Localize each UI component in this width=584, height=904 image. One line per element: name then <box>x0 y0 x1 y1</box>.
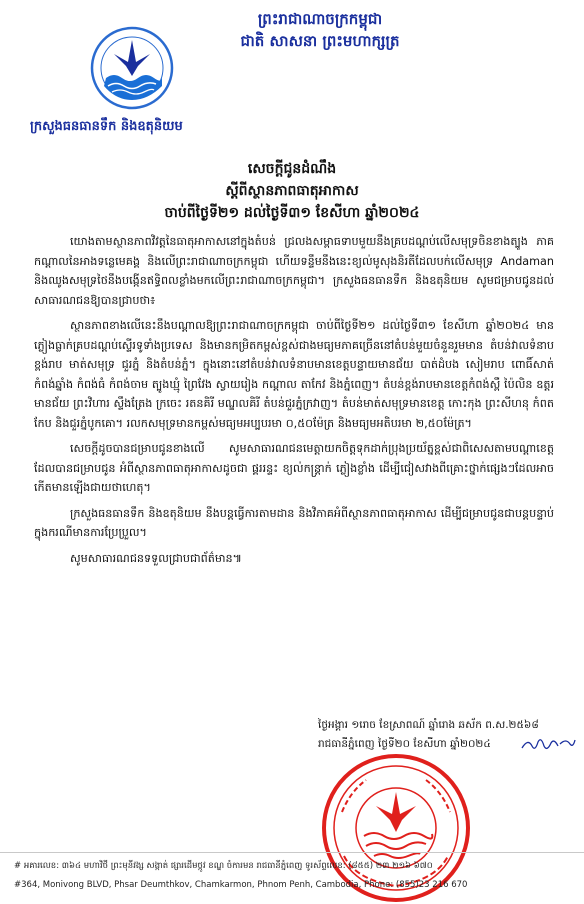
title-line-3: ចាប់ពីថ្ងៃទី២១ ដល់ថ្ងៃទី៣១ ខែសីហា ឆ្នាំ២០២៤ <box>164 205 420 221</box>
ministry-name: ក្រសួងធនធានទឹក និងឧតុនិយម <box>30 119 183 134</box>
handwritten-signature-icon <box>520 734 576 754</box>
paragraph-3: សេចក្តីដូចបានជម្រាបជូនខាងលើ សូមសាធារណជនមេត្តាយកចិត្តទុកដាក់ប្រុងប្រយ័ត្នខ្ពស់ជាពិសេសតាមបណ្តាខេត្តដែលបានជម្រាបជូន អំពីស្ថានភាពធាតុអាកាសដូចជា ផ្គររន្ទះ ខ្យល់កន្ត្រាក់ ភ្លៀងខ្លាំង ដើម្បីជៀសវាងពីគ្រោះថ្នាក់ផ្សេងៗដែលអាចកើតមានឡើងជាយថាហេតុ។ <box>34 442 554 494</box>
paragraph-1: យោងតាមស្ថានភាពវិវត្តនៃធាតុអាកាសនៅក្នុងតំបន់ ជ្រលងសម្ពាធទាបមួយនឹងគ្របដណ្តប់លើសមុទ្រចិនខាងត្បូង ភាគកណ្តាលនៃអាងទន្លេមេគង្គ និងលើព្រះរាជាណាចក្រកម្ពុជា ហើយទន្ទឹមនឹងនេះខ្យល់មូសុងនិរតីដែលបក់លើសមុទ្រ Andaman និងឈូងសមុទ្រថៃនឹងបង្កើនឥទ្ធិពលខ្លាំងមកលើព្រះរាជាណាចក្រកម្ពុជា។ ក្រសួងធនធានទឹក និងឧតុនិយម សូមជម្រាបជូនដល់សាធារណជនឱ្យបានជ្រាបថា៖ <box>34 235 554 307</box>
paragraph-2: ស្ថានភាពខាងលើនេះនឹងបណ្តាលឱ្យព្រះរាជាណាចក្រកម្ពុជា ចាប់ពីថ្ងៃទី២១ ដល់ថ្ងៃទី៣១ ខែសីហា ឆ្នាំ២០២៤ មានភ្លៀងធ្លាក់គ្របដណ្តប់ស្ទើរទូទាំងប្រទេស និងមានកម្រិតកម្ពស់ខ្ពស់ជាងមធ្យមភាគច្រើននៅតំបន់មួយចំនួនរួមមាន តំបន់វាលទំនាប ខ្ពង់រាប មាត់សមុទ្រ ជួរភ្នំ និងតំបន់ភ្នំ។ ក្នុងនោះនៅតំបន់វាលទំនាបមានខេត្តបន្ទាយមានជ័យ បាត់ដំបង សៀមរាប ពោធិ៍សាត់ កំពង់ឆ្នាំង កំពង់ធំ កំពង់ចាម ត្បូងឃ្មុំ ព្រៃវែង ស្វាយរៀង កណ្តាល តាកែវ និងភ្នំពេញ។ តំបន់ខ្ពង់រាបមានខេត្តកំពង់ស្ពឺ ប៉ៃលិន ឧត្តរមានជ័យ ព្រះវិហារ ស្ទឹងត្រែង ក្រចេះ រតនគិរី មណ្ឌលគិរី តំបន់ជួរភ្នំក្រវាញ។ តំបន់មាត់សមុទ្រមានខេត្ត កោះកុង ព្រះសីហនុ កំពត កែប និងជួរភ្នំបូកគោ។ រលកសមុទ្រមានកម្ពស់មធ្យមអប្បបរមា ០,៥០ម៉ែត្រ និងមធ្យមអតិបរមា ២,៥០ម៉ែត្រ។ <box>34 319 554 430</box>
title-line-1: សេចក្តីជូនដំណឹង <box>247 161 337 177</box>
ministry-emblem-icon <box>90 26 174 110</box>
body-text <box>34 232 554 574</box>
lunar-date: ថ្ងៃអង្គារ ១រោច ខែស្រាពណ៍ ឆ្នាំរោង ឆស័ក ព.ស.២៥៦៨ <box>318 719 539 731</box>
kingdom-line-1: ព្រះរាជាណាចក្រកម្ពុជា <box>257 10 383 28</box>
kingdom-line-2: ជាតិ សាសនា ព្រះមហាក្សត្រ <box>240 32 400 50</box>
paragraph-4: ក្រសួងធនធានទឹក និងឧតុនិយម នឹងបន្តធ្វើការតាមដាន និងវិភាគអំពីស្ថានភាពធាតុអាកាស ដើម្បីជម្រាបជូនជាបន្តបន្ទាប់ ក្នុងករណីមានការប្រែប្រួល។ <box>34 506 554 539</box>
footer-address-english: #364, Monivong BLVD, Phsar Deumthkov, Chamkarmon, Phnom Penh, Cambodia, Phone: (855)23 216 670 <box>14 880 468 890</box>
paragraph-5: សូមសាធារណជនទទួលជ្រាបជាព័ត៌មាន៕ <box>70 551 242 565</box>
document-title <box>0 158 584 224</box>
title-line-2: ស្តីពីស្ថានភាពធាតុអាកាស <box>225 183 359 199</box>
footer-divider <box>0 852 584 853</box>
kingdom-header <box>220 8 420 52</box>
solar-date: រាជធានីភ្នំពេញ ថ្ងៃទី២០ ខែសីហា ឆ្នាំ២០២៤ <box>318 738 491 750</box>
footer-address-khmer: # អគារលេខ: ៣៦៤ មហាវិថី ព្រះមុនីវង្ស សង្កាត់ ផ្សារដើមថ្កូវ ខណ្ឌ ចំការមន រាជធានីភ្នំពេញ ទូរស័ព្ទលេខ: (៨៥៥) ២៣ ២១៦ ៦៧០ <box>14 861 433 871</box>
